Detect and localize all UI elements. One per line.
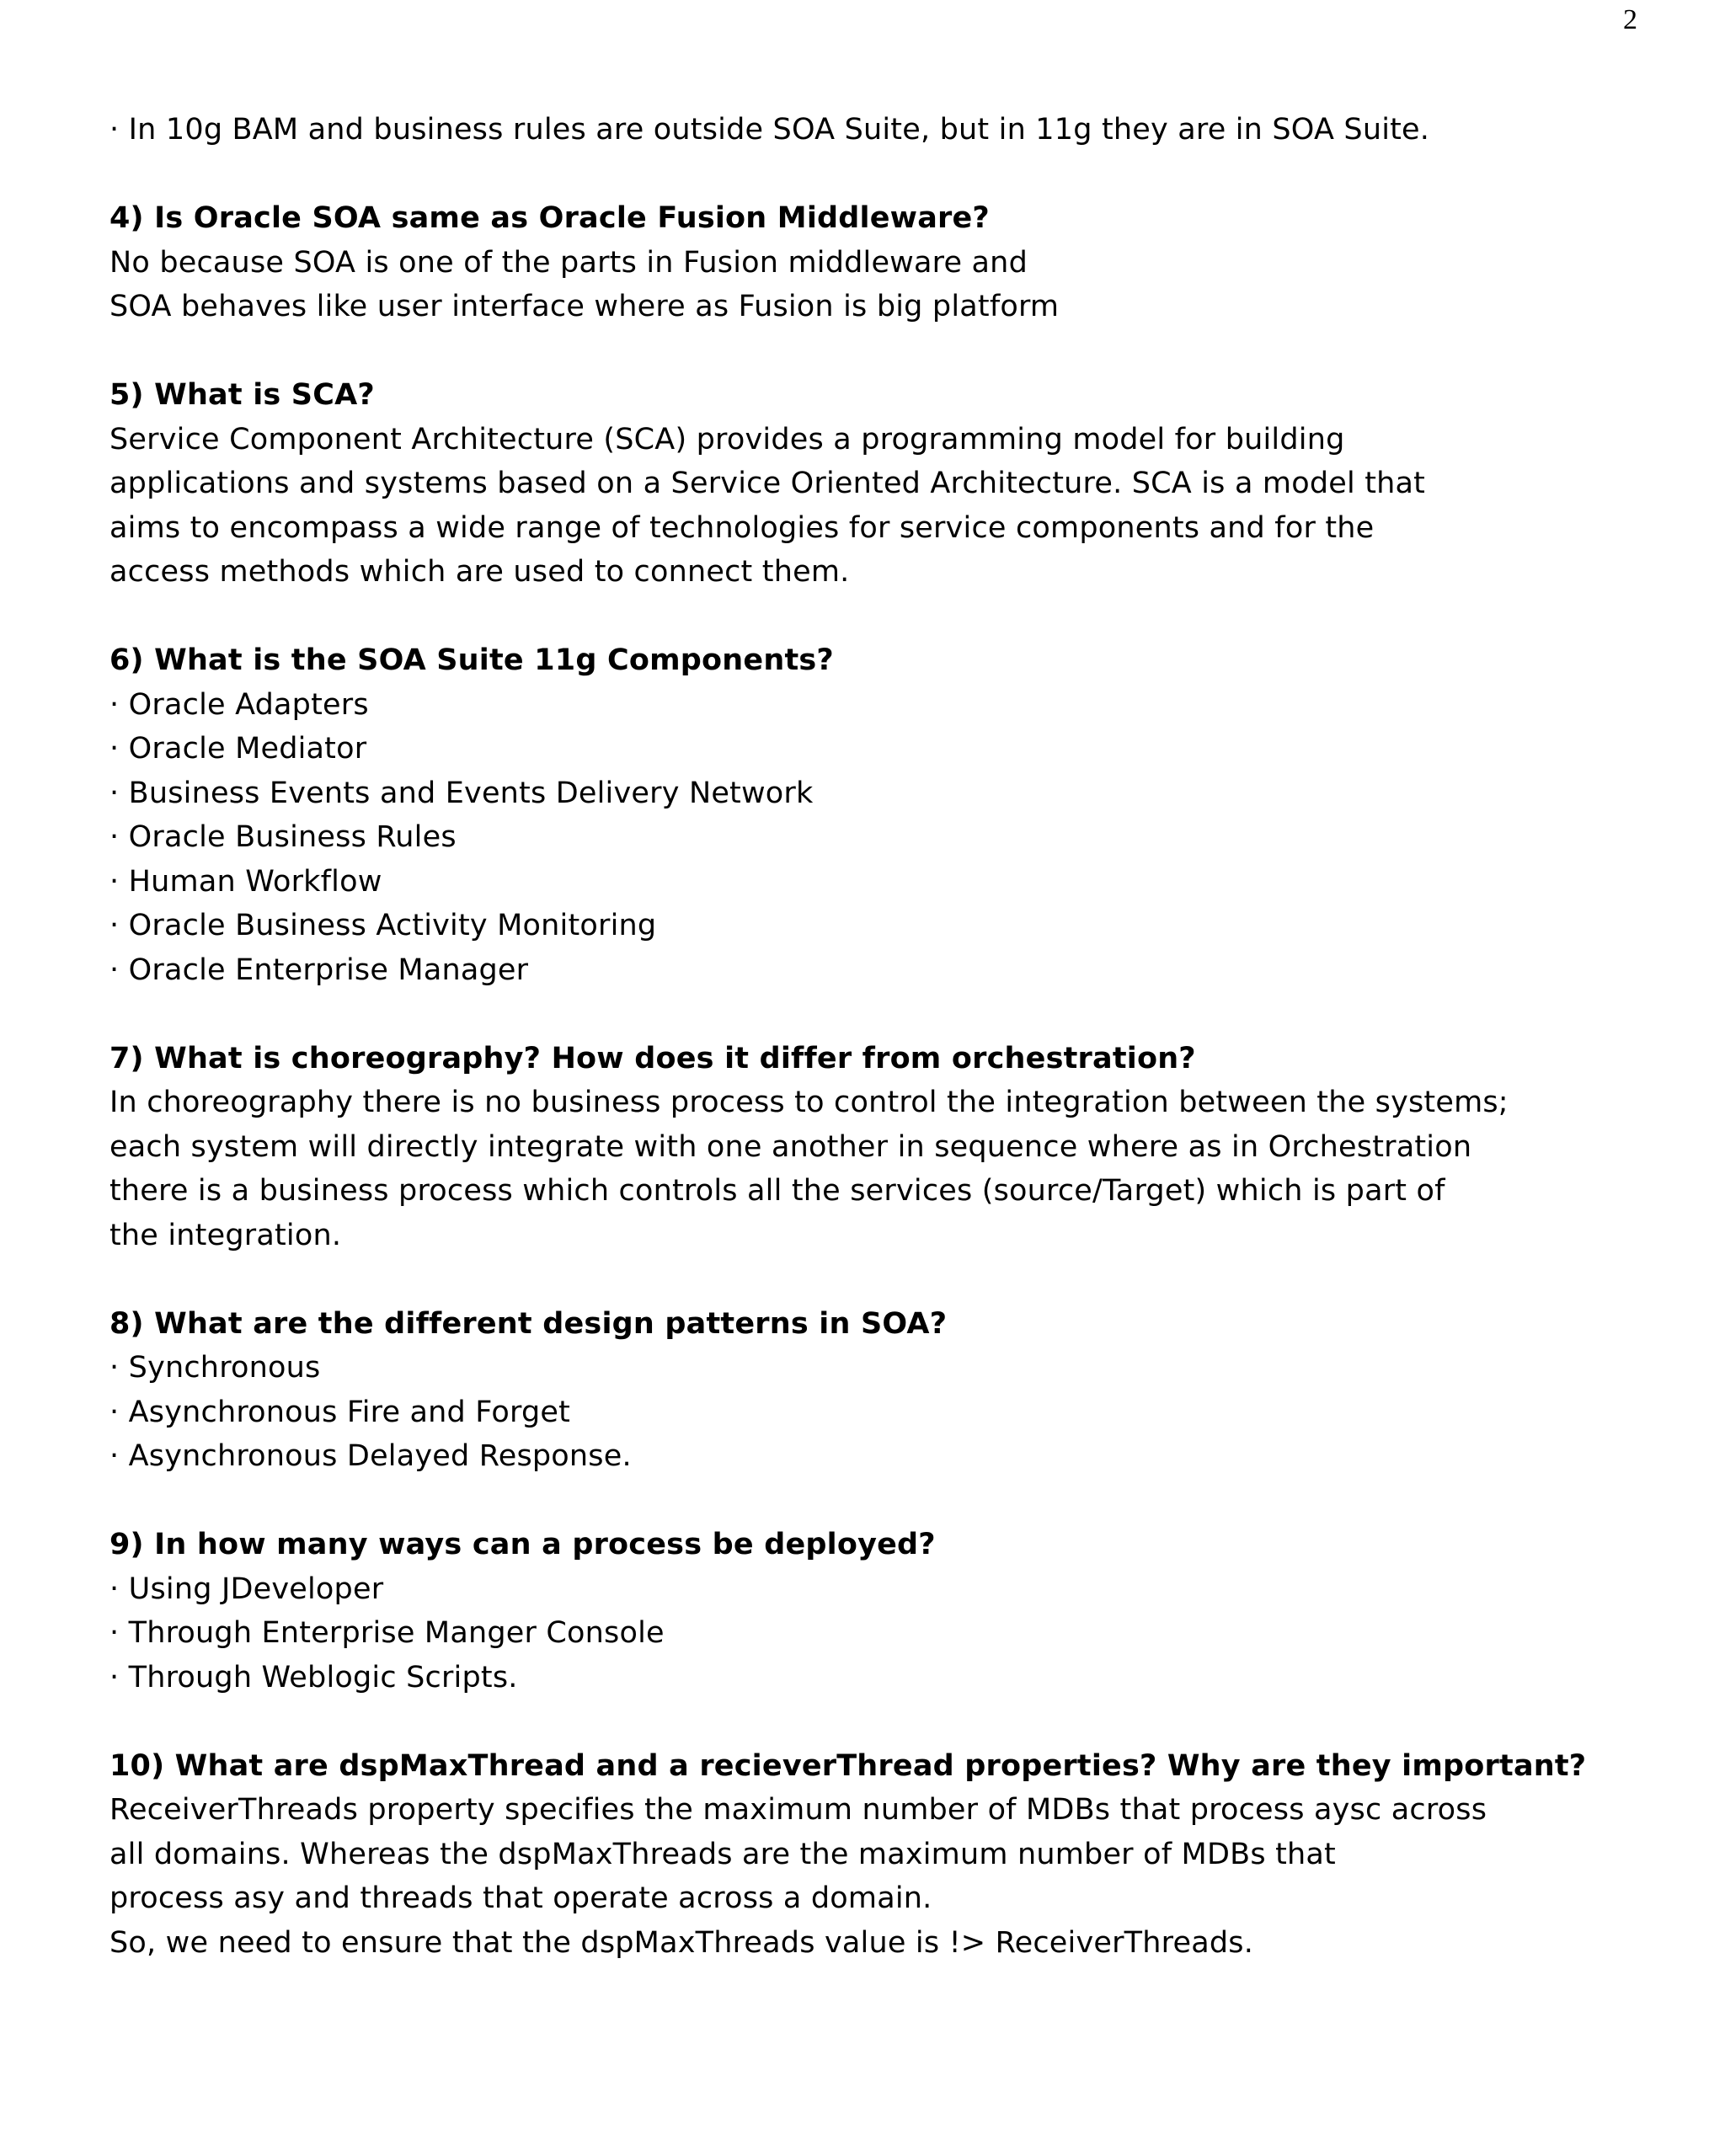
question-heading: 8) What are the different design patterns in SOA? <box>109 1306 948 1341</box>
body-line: access methods which are used to connect them. <box>109 555 850 589</box>
body-line: applications and systems based on a Service Oriented Architecture. SCA is a model that <box>109 467 1426 500</box>
body-line: No because SOA is one of the parts in Fusion middleware and <box>109 245 1028 280</box>
question-heading: 7) What is choreography? How does it differ from orchestration? <box>109 1041 1196 1075</box>
paragraph-gap <box>109 152 1651 197</box>
body-line: each system will directly integrate with one another in sequence where as in Orchestration <box>109 1129 1472 1164</box>
list-item: · Using JDeveloper <box>109 1572 384 1606</box>
list-item: · Oracle Mediator <box>109 732 367 766</box>
paragraph-gap <box>109 1257 1651 1302</box>
body-line: Service Component Architecture (SCA) provides a programming model for building <box>109 422 1345 456</box>
paragraph-gap <box>109 595 1651 639</box>
body-line: there is a business process which controls all the services (source/Target) which is part of <box>109 1174 1445 1208</box>
paragraph-gap <box>109 992 1651 1037</box>
list-item: · Asynchronous Fire and Forget <box>109 1395 571 1429</box>
body-line: SOA behaves like user interface where as Fusion is big platform <box>109 290 1060 323</box>
list-item: · Human Workflow <box>109 864 382 899</box>
list-item: · Oracle Adapters <box>109 687 369 722</box>
question-heading: 9) In how many ways can a process be deployed? <box>109 1528 936 1561</box>
list-item: · Through Weblogic Scripts. <box>109 1660 518 1694</box>
list-item: · Oracle Business Rules <box>109 820 457 854</box>
question-heading: 4) Is Oracle SOA same as Oracle Fusion Middleware? <box>109 201 990 235</box>
paragraph-gap <box>109 1479 1651 1524</box>
document-body <box>109 108 1651 1965</box>
question-heading: 5) What is SCA? <box>109 378 375 412</box>
list-item: · Synchronous <box>109 1351 321 1385</box>
list-item: · Through Enterprise Manger Console <box>109 1616 665 1650</box>
body-line: aims to encompass a wide range of technologies for service components and for the <box>109 510 1375 545</box>
paragraph-gap <box>109 329 1651 374</box>
question-heading: 6) What is the SOA Suite 11g Components? <box>109 643 834 677</box>
body-line: ReceiverThreads property specifies the maximum number of MDBs that process aysc across <box>109 1793 1487 1827</box>
body-line: · In 10g BAM and business rules are outside SOA Suite, but in 11g they are in SOA Suite. <box>109 113 1430 147</box>
page-number: 2 <box>1623 4 1637 35</box>
paragraph-gap <box>109 1700 1651 1744</box>
list-item: · Business Events and Events Delivery Network <box>109 776 814 810</box>
body-line: So, we need to ensure that the dspMaxThreads value is !> ReceiverThreads. <box>109 1925 1254 1960</box>
body-line: In choreography there is no business process to control the integration between the systems; <box>109 1086 1509 1119</box>
list-item: · Oracle Enterprise Manager <box>109 953 529 987</box>
body-line: all domains. Whereas the dspMaxThreads are the maximum number of MDBs that <box>109 1837 1336 1871</box>
body-line: process asy and threads that operate across a domain. <box>109 1881 932 1915</box>
question-heading: 10) What are dspMaxThread and a recieverThread properties? Why are they important? <box>109 1748 1587 1783</box>
body-line: the integration. <box>109 1218 342 1252</box>
list-item: · Asynchronous Delayed Response. <box>109 1439 632 1473</box>
list-item: · Oracle Business Activity Monitoring <box>109 909 657 942</box>
